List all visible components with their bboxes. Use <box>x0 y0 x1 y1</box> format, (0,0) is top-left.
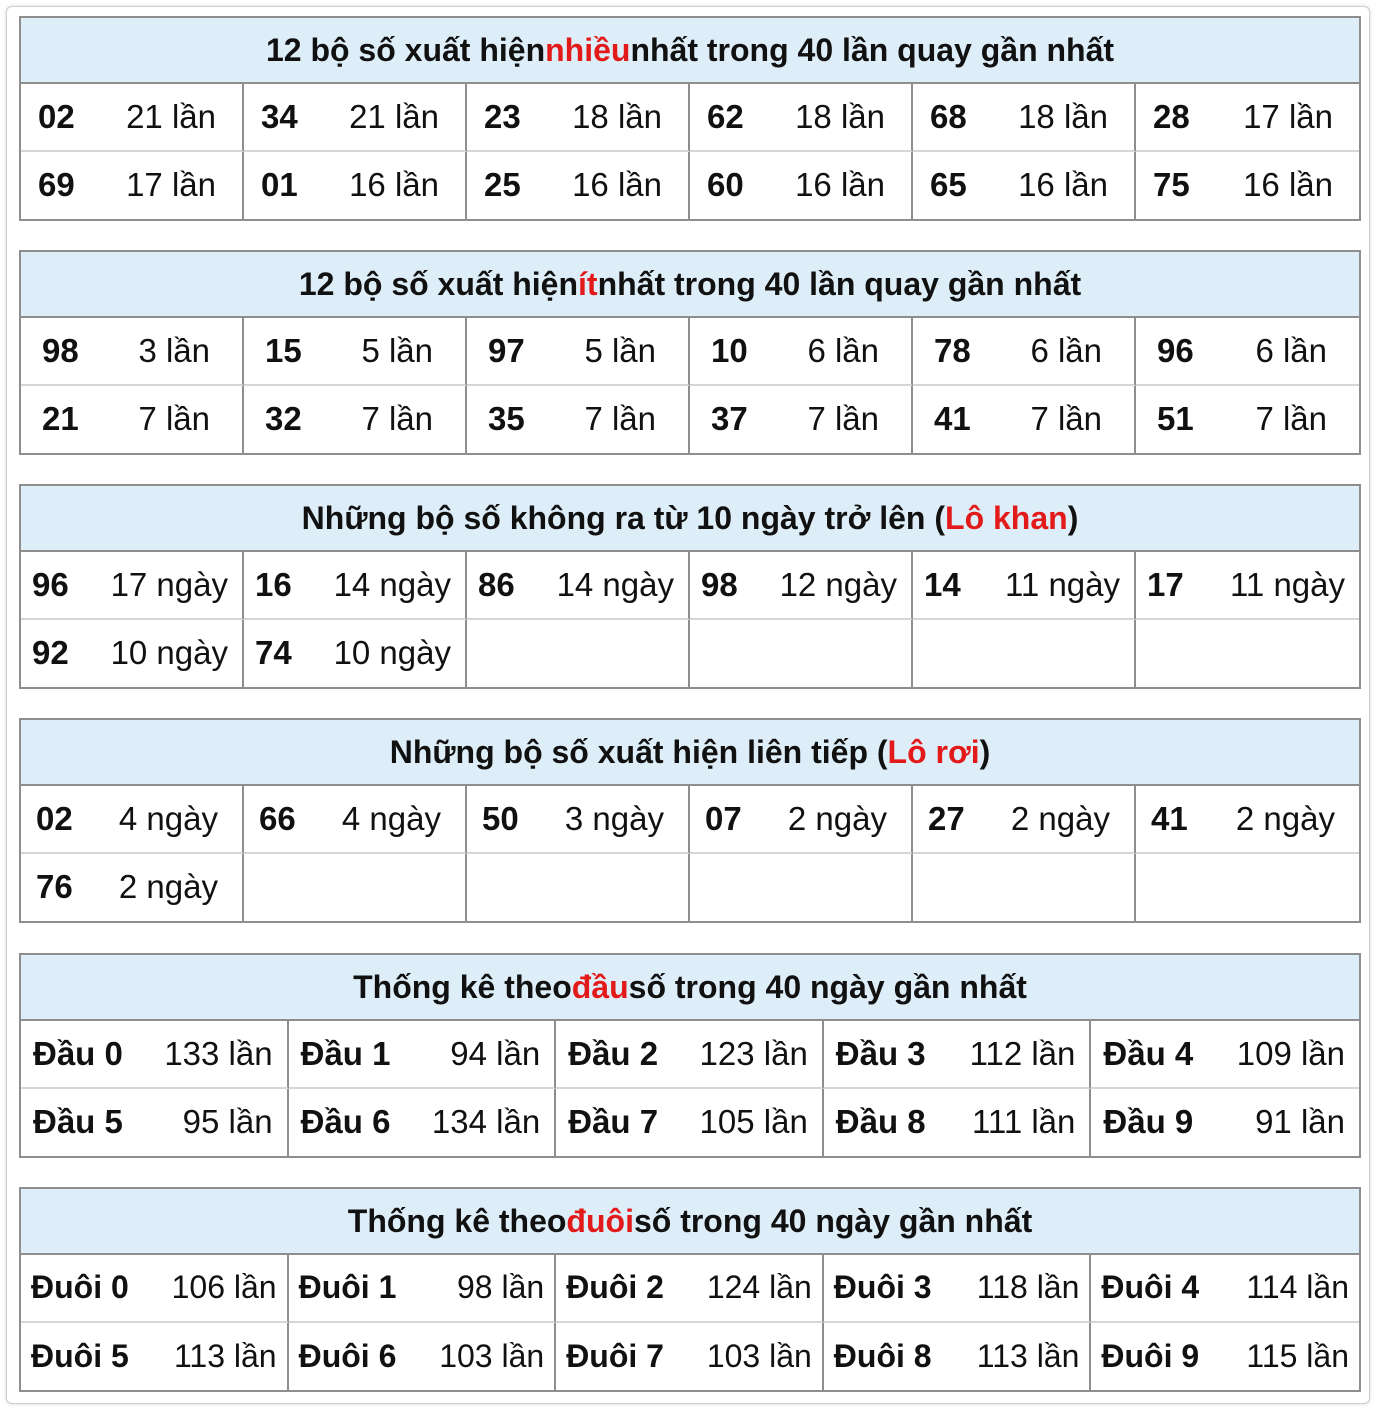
stat-number: 28 <box>1153 97 1190 135</box>
stat-cell <box>1136 84 1359 152</box>
stat-number: Đuôi 5 <box>31 1337 129 1374</box>
stat-number: 16 <box>255 565 292 603</box>
section-tail-stats <box>19 1187 1361 1392</box>
section-lo-roi <box>19 718 1361 923</box>
stat-count: 11 ngày <box>1230 565 1345 603</box>
stat-number: Đầu 0 <box>33 1034 123 1072</box>
section-head-stats <box>19 953 1361 1158</box>
stat-count: 18 lần <box>572 97 662 135</box>
stat-cell <box>21 1255 289 1323</box>
stat-count: 11 ngày <box>1005 565 1120 603</box>
stat-cell <box>690 152 913 220</box>
empty-cell <box>1136 854 1359 922</box>
stat-cell <box>690 552 913 620</box>
stat-count: 10 ngày <box>333 634 451 672</box>
stat-number: Đầu 9 <box>1103 1103 1194 1141</box>
section-title: Những bộ số xuất hiện liên tiếp ( Lô rơi ) <box>21 720 1359 786</box>
stat-number: 25 <box>484 166 521 204</box>
stat-count: 16 lần <box>1018 166 1108 204</box>
section-title: 12 bộ số xuất hiện ít nhất trong 40 lần quay gần nhất <box>21 252 1359 318</box>
stat-number: 98 <box>701 565 738 603</box>
stat-number: 78 <box>934 331 971 369</box>
section-title: Những bộ số không ra từ 10 ngày trở lên ( Lô khan ) <box>21 486 1359 552</box>
stat-cell <box>824 1089 1092 1157</box>
stat-number: Đuôi 3 <box>833 1269 932 1306</box>
stats-grid <box>21 1255 1359 1390</box>
stat-cell <box>824 1021 1092 1089</box>
stat-number: 35 <box>488 400 525 438</box>
stat-cell <box>21 1021 289 1089</box>
stat-count: 17 ngày <box>110 565 228 603</box>
stat-number: Đầu 1 <box>300 1034 391 1072</box>
stat-cell <box>690 318 913 386</box>
stat-number: 01 <box>261 166 298 204</box>
stat-count: 2 ngày <box>118 868 218 906</box>
stat-count: 105 lần <box>699 1103 808 1141</box>
stat-cell <box>21 1089 289 1157</box>
stat-cell <box>690 386 913 454</box>
stat-count: 95 lần <box>182 1103 273 1141</box>
empty-cell <box>467 620 690 688</box>
section-most-frequent <box>19 16 1361 221</box>
empty-cell <box>1136 620 1359 688</box>
stat-cell <box>1091 1255 1359 1323</box>
stat-cell <box>1091 1323 1359 1391</box>
stat-count: 14 ngày <box>333 565 451 603</box>
stat-cell <box>824 1323 1092 1391</box>
stat-number: 41 <box>1151 799 1188 837</box>
stat-number: Đầu 3 <box>835 1034 926 1072</box>
stat-number: 69 <box>38 166 75 204</box>
stat-number: Đuôi 1 <box>298 1269 397 1306</box>
stat-number: 97 <box>488 331 525 369</box>
stat-count: 109 lần <box>1236 1034 1345 1072</box>
stat-count: 103 lần <box>706 1337 812 1374</box>
stat-count: 7 lần <box>361 400 433 438</box>
stat-cell <box>21 386 244 454</box>
stats-grid <box>21 1021 1359 1156</box>
stat-count: 7 lần <box>584 400 656 438</box>
stat-number: 34 <box>261 97 298 135</box>
stats-grid <box>21 318 1359 453</box>
stat-number: 41 <box>934 400 971 438</box>
stat-cell <box>690 786 913 854</box>
stat-cell <box>913 318 1136 386</box>
section-title: Thống kê theo đuôi số trong 40 ngày gần nhất <box>21 1189 1359 1255</box>
stat-cell <box>467 152 690 220</box>
stat-cell <box>244 552 467 620</box>
stat-count: 134 lần <box>431 1103 541 1141</box>
stat-cell <box>467 318 690 386</box>
stat-cell <box>1136 786 1359 854</box>
stat-count: 6 lần <box>807 331 879 369</box>
stat-cell <box>913 152 1136 220</box>
stat-number: Đầu 2 <box>568 1034 659 1072</box>
stat-number: Đầu 5 <box>33 1103 123 1141</box>
stat-cell <box>467 552 690 620</box>
section-title: 12 bộ số xuất hiện nhiều nhất trong 40 lần quay gần nhất <box>21 18 1359 84</box>
stat-count: 98 lần <box>457 1269 545 1306</box>
stats-grid <box>21 786 1359 921</box>
stat-count: 106 lần <box>171 1269 277 1306</box>
stat-number: 10 <box>711 331 748 369</box>
stat-number: 07 <box>705 799 742 837</box>
stat-cell <box>289 1021 557 1089</box>
stat-number: Đầu 4 <box>1103 1034 1194 1072</box>
stat-number: 60 <box>707 166 744 204</box>
stat-cell <box>913 386 1136 454</box>
stat-number: 74 <box>255 634 292 672</box>
stat-count: 114 lần <box>1246 1269 1349 1306</box>
stat-number: 76 <box>36 868 73 906</box>
stat-number: 62 <box>707 97 744 135</box>
empty-cell <box>690 620 913 688</box>
stat-number: 15 <box>265 331 302 369</box>
empty-cell <box>913 620 1136 688</box>
stat-cell <box>556 1255 824 1323</box>
stat-cell <box>244 152 467 220</box>
stat-count: 17 lần <box>126 166 216 204</box>
stat-count: 124 lần <box>706 1269 812 1306</box>
stat-cell <box>244 786 467 854</box>
stat-count: 7 lần <box>1255 400 1327 438</box>
stat-count: 5 lần <box>361 331 433 369</box>
stat-number: 02 <box>38 97 75 135</box>
stat-count: 4 ngày <box>118 799 218 837</box>
stat-cell <box>690 84 913 152</box>
stat-number: 66 <box>259 799 296 837</box>
stat-cell <box>1136 152 1359 220</box>
stat-count: 123 lần <box>699 1034 808 1072</box>
stat-number: 50 <box>482 799 519 837</box>
stat-cell <box>21 854 244 922</box>
stat-number: 68 <box>930 97 967 135</box>
stat-count: 133 lần <box>164 1034 273 1072</box>
stat-cell <box>21 620 244 688</box>
empty-cell <box>244 854 467 922</box>
stat-cell <box>21 552 244 620</box>
stat-count: 4 ngày <box>341 799 441 837</box>
section-least-frequent <box>19 250 1361 455</box>
stat-count: 18 lần <box>1018 97 1108 135</box>
stat-cell <box>21 786 244 854</box>
stat-count: 113 lần <box>173 1337 277 1374</box>
stat-number: 14 <box>924 565 961 603</box>
stat-number: Đuôi 2 <box>566 1269 664 1306</box>
stat-count: 16 lần <box>349 166 439 204</box>
stat-cell <box>21 318 244 386</box>
stat-number: Đầu 7 <box>568 1103 659 1141</box>
stat-count: 5 lần <box>584 331 656 369</box>
stat-count: 6 lần <box>1255 331 1327 369</box>
stat-number: Đuôi 8 <box>833 1337 932 1374</box>
stat-cell <box>913 786 1136 854</box>
stat-count: 113 lần <box>976 1337 1080 1374</box>
stat-count: 7 lần <box>807 400 879 438</box>
empty-cell <box>467 854 690 922</box>
stat-cell <box>556 1021 824 1089</box>
stat-cell <box>467 786 690 854</box>
stat-cell <box>289 1089 557 1157</box>
stat-count: 7 lần <box>1030 400 1102 438</box>
stat-number: 17 <box>1147 565 1184 603</box>
stat-number: 96 <box>32 565 69 603</box>
stat-cell <box>244 318 467 386</box>
section-lo-khan <box>19 484 1361 689</box>
stat-count: 2 ngày <box>787 799 887 837</box>
stat-count: 2 ngày <box>1010 799 1110 837</box>
stat-cell <box>289 1323 557 1391</box>
stat-number: 32 <box>265 400 302 438</box>
stat-cell <box>1136 318 1359 386</box>
stat-count: 21 lần <box>126 97 216 135</box>
empty-cell <box>690 854 913 922</box>
stat-count: 14 ngày <box>556 565 674 603</box>
stat-number: 21 <box>42 400 79 438</box>
section-title: Thống kê theo đầu số trong 40 ngày gần nhất <box>21 955 1359 1021</box>
stat-number: 75 <box>1153 166 1190 204</box>
stat-cell <box>244 386 467 454</box>
stat-cell <box>244 620 467 688</box>
stat-count: 111 lần <box>972 1103 1076 1141</box>
stat-number: 27 <box>928 799 965 837</box>
stat-count: 16 lần <box>795 166 885 204</box>
stat-count: 21 lần <box>349 97 439 135</box>
stat-number: 92 <box>32 634 69 672</box>
stat-number: Đuôi 0 <box>31 1269 129 1306</box>
stat-cell <box>467 386 690 454</box>
stat-number: 86 <box>478 565 515 603</box>
stat-count: 2 ngày <box>1235 799 1335 837</box>
stat-count: 17 lần <box>1243 97 1333 135</box>
stat-count: 6 lần <box>1030 331 1102 369</box>
stat-cell <box>21 84 244 152</box>
stat-count: 16 lần <box>572 166 662 204</box>
stat-cell <box>467 84 690 152</box>
stat-cell <box>913 552 1136 620</box>
stat-cell <box>556 1089 824 1157</box>
stat-count: 118 lần <box>976 1269 1080 1306</box>
stat-count: 18 lần <box>795 97 885 135</box>
stat-count: 91 lần <box>1255 1103 1345 1141</box>
stat-number: 02 <box>36 799 73 837</box>
stat-cell <box>244 84 467 152</box>
stat-cell <box>1136 552 1359 620</box>
stat-number: Đuôi 4 <box>1101 1269 1200 1306</box>
stat-number: 96 <box>1157 331 1194 369</box>
stat-count: 10 ngày <box>110 634 228 672</box>
stat-count: 16 lần <box>1243 166 1333 204</box>
stat-number: Đầu 8 <box>835 1103 926 1141</box>
stat-number: Đuôi 7 <box>566 1337 664 1374</box>
stat-count: 7 lần <box>138 400 210 438</box>
stat-count: 112 lần <box>969 1034 1076 1072</box>
stat-count: 3 lần <box>138 331 210 369</box>
stat-cell <box>556 1323 824 1391</box>
stat-number: 51 <box>1157 400 1194 438</box>
stat-cell <box>289 1255 557 1323</box>
stat-cell <box>21 152 244 220</box>
stat-number: Đuôi 6 <box>298 1337 397 1374</box>
stats-grid <box>21 84 1359 219</box>
stat-cell <box>824 1255 1092 1323</box>
stat-number: Đuôi 9 <box>1101 1337 1200 1374</box>
stat-number: 65 <box>930 166 967 204</box>
stat-count: 103 lần <box>439 1337 545 1374</box>
stat-cell <box>913 84 1136 152</box>
stat-number: 98 <box>42 331 79 369</box>
empty-cell <box>913 854 1136 922</box>
stat-cell <box>1091 1089 1359 1157</box>
stat-cell <box>21 1323 289 1391</box>
stat-cell <box>1091 1021 1359 1089</box>
stat-count: 94 lần <box>450 1034 541 1072</box>
stat-count: 115 lần <box>1246 1337 1349 1374</box>
stat-count: 3 ngày <box>564 799 664 837</box>
stat-count: 12 ngày <box>779 565 897 603</box>
stat-number: 37 <box>711 400 748 438</box>
stat-number: Đầu 6 <box>300 1103 391 1141</box>
stats-grid <box>21 552 1359 687</box>
stat-number: 23 <box>484 97 521 135</box>
stat-cell <box>1136 386 1359 454</box>
